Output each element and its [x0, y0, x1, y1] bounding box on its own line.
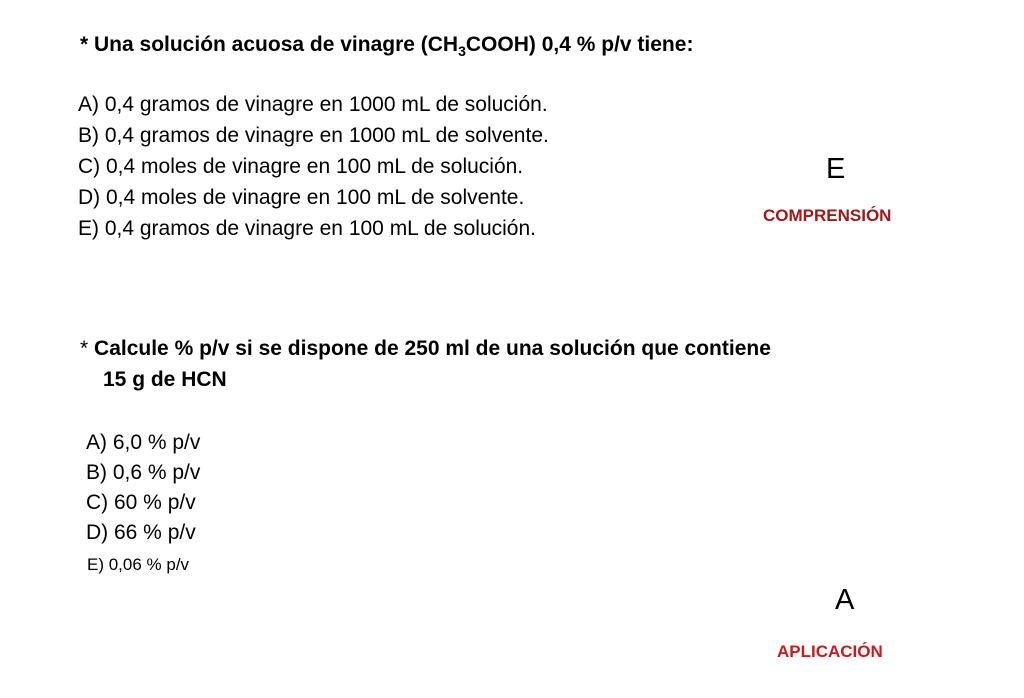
question-1-option-a: A) 0,4 gramos de vinagre en 1000 mL de solución.	[78, 93, 548, 116]
question-1-title	[80, 33, 693, 57]
subscript-3: 3	[458, 43, 466, 59]
question-1-answer: E	[826, 153, 846, 185]
question-2-option-c: C) 60 % p/v	[86, 491, 196, 514]
question-2-category: APLICACIÓN	[777, 642, 883, 661]
question-2-answer: A	[835, 584, 855, 616]
question-1-title-start: * Una solución acuosa de vinagre (CH	[80, 33, 459, 56]
question-2-title-line-2: 15 g de HCN	[103, 368, 227, 391]
question-2-option-b: B) 0,6 % p/v	[86, 461, 201, 484]
question-2-title-line-1: Calcule % p/v si se dispone de 250 ml de una solución que contiene	[94, 337, 771, 360]
question-1-category: COMPRENSIÓN	[763, 206, 892, 225]
question-1-option-b: B) 0,4 gramos de vinagre en 1000 mL de solvente.	[78, 124, 549, 147]
question-2-option-a: A) 6,0 % p/v	[86, 431, 201, 454]
question-2-option-d: D) 66 % p/v	[86, 521, 196, 544]
question-2-title	[80, 337, 771, 361]
question-2-bullet: *	[80, 337, 89, 360]
question-1-option-c: C) 0,4 moles de vinagre en 100 mL de solución.	[78, 155, 524, 178]
question-1-title-end: COOH) 0,4 % p/v tiene:	[465, 33, 694, 56]
question-2-option-e: E) 0,06 % p/v	[87, 555, 190, 574]
question-1-option-d: D) 0,4 moles de vinagre en 100 mL de solvente.	[78, 186, 525, 209]
question-1-option-e: E) 0,4 gramos de vinagre en 100 mL de solución.	[78, 217, 536, 240]
